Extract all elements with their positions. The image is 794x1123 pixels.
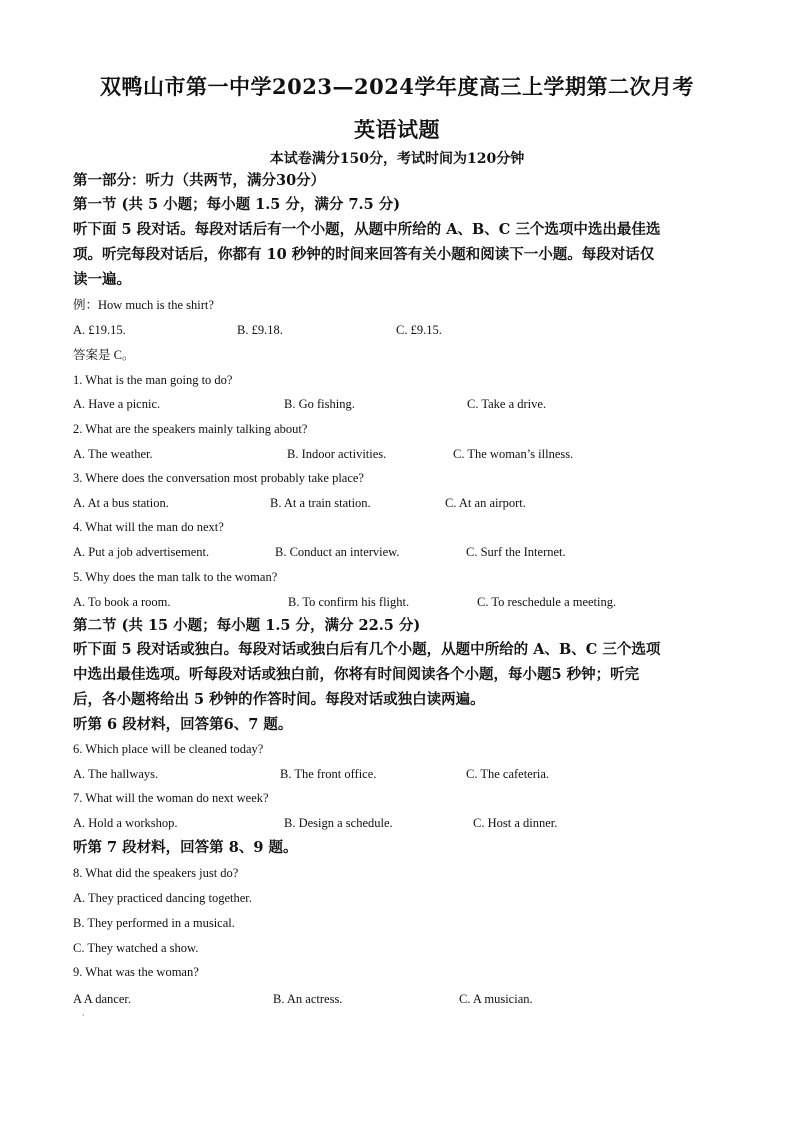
question-9-option-c: C. A musician. [459,992,533,1006]
question-7-option-c: C. Host a dinner. [473,816,558,830]
exam-title: 双鸭山市第一中学2023—2024学年度高三上学期第二次月考 [100,74,694,99]
question-9: 9. What was the woman? [73,965,199,979]
question-1-option-b: B. Go fishing. [284,397,355,411]
question-2: 2. What are the speakers mainly talking about? [73,422,308,436]
section2-instruction-line: 中选出最佳选项。听每段对话或独白前，你将有时间阅读各个小题，每小题5 秒钟；听完 [73,666,640,683]
question-7-option-a: A. Hold a workshop. [73,816,178,830]
question-2-option-b: B. Indoor activities. [287,447,387,461]
question-2-option-c: C. The woman’s illness. [453,447,574,461]
question-1-option-a: A. Have a picnic. [73,397,161,411]
question-6-option-b: B. The front office. [280,767,377,781]
subject-title: 英语试题 [354,117,440,142]
question-3: 3. Where does the conversation most probably take place? [73,471,364,485]
section2-instruction-line: 后，各小题将给出 5 秒钟的作答时间。每段对话或独白读两遍。 [73,691,485,708]
question-2-option-a: A. The weather. [73,447,153,461]
question-4-option-c: C. Surf the Internet. [466,545,566,559]
question-7-option-b: B. Design a schedule. [284,816,393,830]
example-option-a: A. £19.15. [73,323,126,337]
question-6: 6. Which place will be cleaned today? [73,742,264,756]
question-4-option-a: A. Put a job advertisement. [73,545,210,559]
question-9-option-a: A A dancer. [73,992,131,1006]
question-1: 1. What is the man going to do? [73,373,233,387]
question-7: 7. What will the woman do next week? [73,791,269,805]
section1-heading: 第一节 (共 5 小题；每小题 1.5 分，满分 7.5 分) [73,196,401,213]
part1-heading: 第一部分：听力（共两节，满分30分） [73,172,326,189]
question-8-option-b: B. They performed in a musical. [73,916,235,930]
example-question: 例：How much is the shirt? [73,298,214,312]
section1-instruction-line: 项。听完每段对话后，你都有 10 秒钟的时间来回答有关小题和阅读下一小题。每段对话仅 [73,246,655,263]
question-9-option-b: B. An actress. [273,992,343,1006]
question-4-option-b: B. Conduct an interview. [275,545,400,559]
question-5-option-c: C. To reschedule a meeting. [477,595,617,609]
section1-instruction-line: 听下面 5 段对话。每段对话后有一个小题，从题中所给的 A、B、C 三个选项中选出最佳选 [73,221,661,238]
section1-instruction-line: 读一遍。 [73,271,131,288]
question-8: 8. What did the speakers just do? [73,866,239,880]
question-3-option-c: C. At an airport. [445,496,526,510]
question-5-option-b: B. To confirm his flight. [288,595,410,609]
question-3-option-a: A. At a bus station. [73,496,169,510]
section2-instruction-line: 听下面 5 段对话或独白。每段对话或独白后有几个小题，从题中所给的 A、B、C 三个选项 [73,641,661,658]
question-1-option-c: C. Take a drive. [467,397,547,411]
stray-dot-mark: · [82,1011,85,1020]
section2-heading: 第二节 (共 15 小题；每小题 1.5 分，满分 22.5 分) [73,617,421,634]
material-6-heading: 听第 6 段材料，回答第6、7 题。 [73,716,293,733]
example-answer: 答案是 C。 [73,348,135,362]
question-6-option-c: C. The cafeteria. [466,767,550,781]
question-8-option-c: C. They watched a show. [73,941,199,955]
question-8-option-a: A. They practiced dancing together. [73,891,252,905]
example-option-b: B. £9.18. [237,323,283,337]
question-3-option-b: B. At a train station. [270,496,371,510]
question-4: 4. What will the man do next? [73,520,224,534]
exam-info: 本试卷满分150分，考试时间为120分钟 [269,151,525,167]
question-5: 5. Why does the man talk to the woman? [73,570,278,584]
material-7-heading: 听第 7 段材料，回答第 8、9 题。 [73,839,298,856]
example-option-c: C. £9.15. [396,323,442,337]
question-5-option-a: A. To book a room. [73,595,171,609]
question-6-option-a: A. The hallways. [73,767,159,781]
